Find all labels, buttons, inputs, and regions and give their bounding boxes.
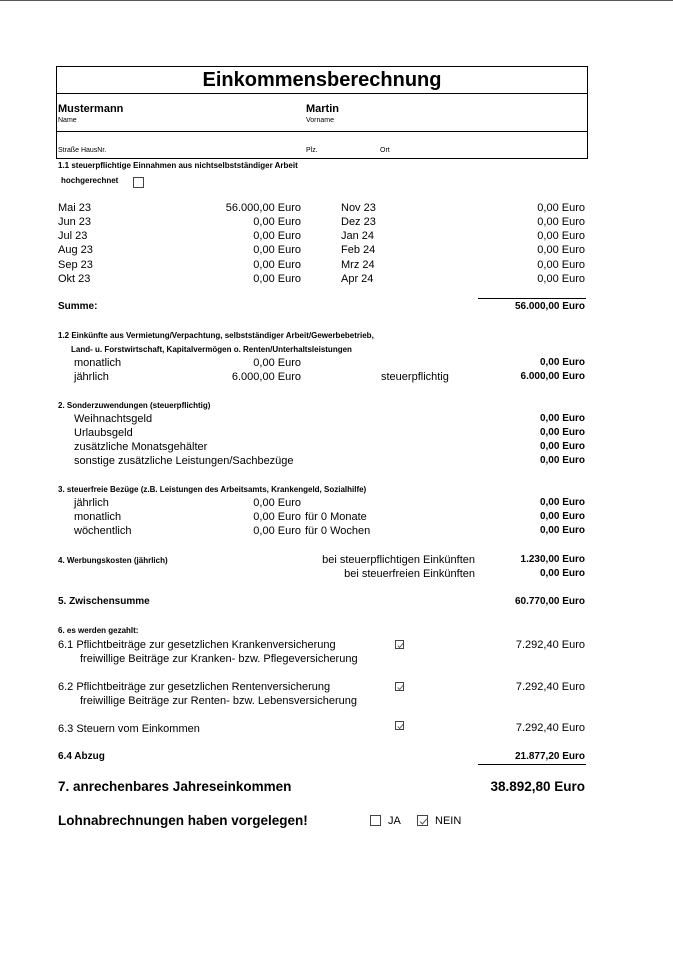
taxable-label: steuerpflichtig: [381, 371, 449, 383]
list-item-value: 0,00 Euro: [539, 413, 585, 424]
yearly-total: 6.000,00 Euro: [520, 371, 585, 382]
address-box: [56, 132, 588, 159]
list-item-amount[interactable]: 0,00 Euro: [253, 525, 301, 537]
monthly-value[interactable]: 0,00 Euro: [253, 357, 301, 369]
check-icon: [396, 683, 405, 692]
list-item-label: Weihnachtsgeld: [74, 413, 153, 425]
taxfree-costs-value: 0,00 Euro: [539, 568, 585, 579]
month-amount: 0,00 Euro: [537, 216, 585, 228]
list-item-value: 0,00 Euro: [539, 455, 585, 466]
month-amount: 0,00 Euro: [537, 230, 585, 242]
insurance-6-1-line1: 6.1 Pflichtbeiträge zur gesetzlichen Krankenversicherung: [58, 639, 336, 651]
month-amount: 56.000,00 Euro: [225, 202, 301, 214]
page-top-border: [0, 0, 673, 1]
sum-value: 56.000,00 Euro: [514, 301, 585, 312]
list-item-extra: für 0 Monate: [305, 511, 367, 523]
list-item-label: sonstige zusätzliche Leistungen/Sachbezüge: [74, 455, 294, 467]
page-title: Einkommensberechnung: [202, 69, 442, 91]
list-item-amount[interactable]: 0,00 Euro: [253, 511, 301, 523]
deduction-value: 21.877,20 Euro: [514, 751, 585, 762]
yearly-label: jährlich: [74, 371, 109, 383]
city-label: Ort: [380, 147, 390, 154]
street-label: Straße HausNr.: [58, 147, 107, 154]
deduction-label: 6.4 Abzug: [58, 751, 105, 762]
check-icon: [396, 722, 405, 731]
month-amount: 0,00 Euro: [253, 230, 301, 242]
insurance-6-1-line2: freiwillige Beiträge zur Kranken- bzw. Pflegeversicherung: [80, 653, 358, 665]
insurance-6-2-line1: 6.2 Pflichtbeiträge zur gesetzlichen Rentenversicherung: [58, 681, 331, 693]
section-1-2-heading-line1: 1.2 Einkünfte aus Vermietung/Verpachtung, selbstständiger Arbeit/Gewerbebetrieb,: [58, 331, 374, 340]
list-item-total: 0,00 Euro: [539, 497, 585, 508]
month-amount: 0,00 Euro: [253, 244, 301, 256]
taxable-costs-label: bei steuerpflichtigen Einkünften: [322, 554, 475, 566]
month-amount: 0,00 Euro: [253, 216, 301, 228]
list-item-label: monatlich: [74, 511, 122, 523]
list-item-label: zusätzliche Monatsgehälter: [74, 441, 208, 453]
month-label: Dez 23: [341, 216, 376, 228]
month-label: Okt 23: [58, 273, 91, 285]
month-amount: 0,00 Euro: [537, 259, 585, 271]
payslips-yes-label: JA: [388, 815, 401, 827]
monthly-label: monatlich: [74, 357, 122, 369]
payslips-label: Lohnabrechnungen haben vorgelegen!: [58, 813, 308, 828]
list-item-total: 0,00 Euro: [539, 525, 585, 536]
list-item-value: 0,00 Euro: [539, 441, 585, 452]
insurance-6-2-value: 7.292,40 Euro: [515, 681, 585, 693]
insurance-6-2-line2: freiwillige Beiträge zur Renten- bzw. Lebensversicherung: [80, 695, 357, 707]
month-label: Feb 24: [341, 244, 376, 256]
payslips-yes-checkbox[interactable]: [370, 815, 381, 826]
section-1-2-heading-line2: Land- u. Forstwirtschaft, Kapitalvermögen o. Renten/Unterhaltsleistungen: [71, 345, 352, 354]
month-label: Apr 24: [341, 273, 374, 285]
list-item-label: jährlich: [74, 497, 109, 509]
hochgerechnet-checkbox[interactable]: [133, 177, 144, 188]
month-label: Mai 23: [58, 202, 92, 214]
month-amount: 0,00 Euro: [253, 259, 301, 271]
subtotal-value: 60.770,00 Euro: [514, 596, 585, 607]
month-amount: 0,00 Euro: [253, 273, 301, 285]
check-icon: [418, 816, 429, 827]
name-box: [56, 93, 588, 132]
month-amount: 0,00 Euro: [537, 273, 585, 285]
taxable-costs-value: 1.230,00 Euro: [520, 554, 585, 565]
month-label: Jul 23: [58, 230, 88, 242]
last-name-label: Name: [58, 117, 77, 124]
month-label: Jun 23: [58, 216, 92, 228]
insurance-6-1-checkbox[interactable]: [395, 640, 404, 649]
list-item-extra: für 0 Wochen: [305, 525, 371, 537]
insurance-6-3-checkbox[interactable]: [395, 721, 404, 730]
list-item-amount[interactable]: 0,00 Euro: [253, 497, 301, 509]
last-name-value[interactable]: Mustermann: [58, 103, 124, 115]
sum-rule: [478, 298, 586, 299]
month-amount: 0,00 Euro: [537, 202, 585, 214]
insurance-6-1-value: 7.292,40 Euro: [515, 639, 585, 651]
annual-income-value: 38.892,80 Euro: [490, 779, 585, 794]
first-name-label: Vorname: [306, 117, 335, 124]
list-item-total: 0,00 Euro: [539, 511, 585, 522]
monthly-total: 0,00 Euro: [539, 357, 585, 368]
hochgerechnet-label: hochgerechnet: [61, 176, 119, 185]
list-item-label: Urlaubsgeld: [74, 427, 133, 439]
annual-income-label: 7. anrechenbares Jahreseinkommen: [58, 779, 292, 794]
check-icon: [396, 641, 405, 650]
list-item-label: wöchentlich: [74, 525, 132, 537]
title-box: [56, 66, 588, 94]
payslips-no-label: NEIN: [435, 815, 462, 827]
first-name-value[interactable]: Martin: [306, 103, 339, 115]
subtotal-label: 5. Zwischensumme: [58, 596, 150, 607]
section-6-heading: 6. es werden gezahlt:: [58, 626, 139, 635]
month-label: Aug 23: [58, 244, 93, 256]
section-3-heading: 3. steuerfreie Bezüge (z.B. Leistungen des Arbeitsamts, Krankengeld, Sozialhilfe): [58, 485, 367, 494]
month-label: Sep 23: [58, 259, 93, 271]
month-label: Mrz 24: [341, 259, 375, 271]
section-2-heading: 2. Sonderzuwendungen (steuerpflichtig): [58, 401, 211, 410]
section-4-heading: 4. Werbungskosten (jährlich): [58, 556, 168, 565]
month-label: Nov 23: [341, 202, 376, 214]
taxfree-costs-label: bei steuerfreien Einkünften: [344, 568, 475, 580]
month-label: Jan 24: [341, 230, 375, 242]
section-1-1-heading: 1.1 steuerpflichtige Einnahmen aus nichtselbstständiger Arbeit: [58, 161, 298, 170]
payslips-no-checkbox[interactable]: [417, 815, 428, 826]
month-amount: 0,00 Euro: [537, 244, 585, 256]
zip-label: Plz.: [306, 147, 318, 154]
list-item-value: 0,00 Euro: [539, 427, 585, 438]
insurance-6-3-line1: 6.3 Steuern vom Einkommen: [58, 723, 200, 735]
sum-label: Summe:: [58, 301, 98, 312]
insurance-6-3-value: 7.292,40 Euro: [515, 722, 585, 734]
deduction-rule: [478, 764, 586, 765]
insurance-6-2-checkbox[interactable]: [395, 682, 404, 691]
yearly-value[interactable]: 6.000,00 Euro: [231, 371, 301, 383]
